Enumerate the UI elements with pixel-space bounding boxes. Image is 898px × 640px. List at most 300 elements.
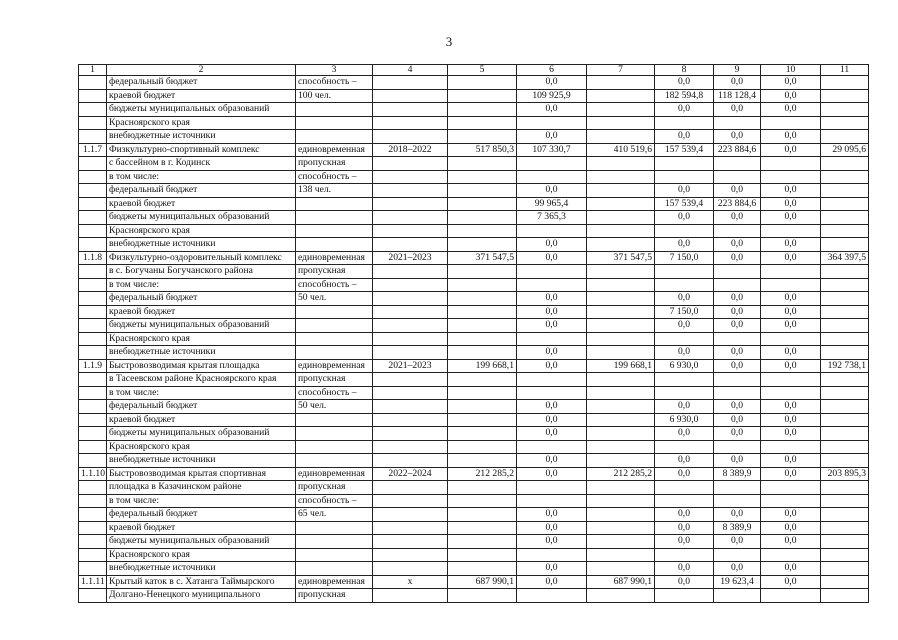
cell-c11: 364 397,5 — [821, 251, 869, 265]
cell-c7 — [587, 454, 655, 468]
cell-c9: 118 128,4 — [714, 89, 761, 103]
cell-no — [79, 535, 107, 549]
cell-no — [79, 278, 107, 292]
cell-years — [373, 238, 448, 252]
cell-c5 — [448, 130, 517, 144]
cell-c8 — [655, 589, 714, 603]
cell-c10 — [761, 386, 821, 400]
cell-c6 — [517, 170, 587, 184]
column-header-11: 11 — [821, 65, 869, 76]
table-row — [79, 467, 869, 481]
cell-c8: 0,0 — [655, 238, 714, 252]
cell-name: внебюджетные источники — [107, 562, 296, 576]
cell-c7 — [587, 589, 655, 603]
cell-spec: способность – — [296, 494, 373, 508]
cell-c10: 0,0 — [761, 508, 821, 522]
cell-no — [79, 211, 107, 225]
cell-c8: 182 594,8 — [655, 89, 714, 103]
cell-c6: 0,0 — [517, 130, 587, 144]
cell-c6 — [517, 224, 587, 238]
cell-c11 — [821, 184, 869, 198]
cell-c7 — [587, 440, 655, 454]
cell-c10: 0,0 — [761, 359, 821, 373]
cell-c6: 107 330,7 — [517, 143, 587, 157]
cell-years — [373, 89, 448, 103]
cell-years — [373, 548, 448, 562]
cell-c11 — [821, 427, 869, 441]
cell-c8 — [655, 278, 714, 292]
cell-spec — [296, 535, 373, 549]
table-row — [79, 508, 869, 522]
cell-spec — [296, 130, 373, 144]
cell-c7 — [587, 346, 655, 360]
cell-c10 — [761, 157, 821, 171]
cell-c8: 7 150,0 — [655, 305, 714, 319]
cell-c11: 203 895,3 — [821, 467, 869, 481]
cell-c5 — [448, 265, 517, 279]
cell-c11 — [821, 562, 869, 576]
cell-name: в том числе: — [107, 386, 296, 400]
cell-name: краевой бюджет — [107, 197, 296, 211]
cell-years — [373, 494, 448, 508]
cell-c7 — [587, 386, 655, 400]
cell-years — [373, 197, 448, 211]
cell-name: Физкультурно-спортивный комплекс — [107, 143, 296, 157]
cell-c10: 0,0 — [761, 130, 821, 144]
cell-spec: единовременная — [296, 143, 373, 157]
cell-c9: 223 884,6 — [714, 143, 761, 157]
cell-name: Красноярского края — [107, 224, 296, 238]
cell-no — [79, 454, 107, 468]
cell-c5: 517 850,3 — [448, 143, 517, 157]
cell-c11 — [821, 238, 869, 252]
column-header-3: 3 — [296, 65, 373, 76]
cell-c5 — [448, 319, 517, 333]
cell-c6: 0,0 — [517, 454, 587, 468]
cell-name: внебюджетные источники — [107, 238, 296, 252]
cell-c7 — [587, 157, 655, 171]
cell-c6: 109 925,9 — [517, 89, 587, 103]
cell-c6: 0,0 — [517, 575, 587, 589]
table-row — [79, 359, 869, 373]
cell-c7 — [587, 521, 655, 535]
cell-c11 — [821, 440, 869, 454]
cell-no — [79, 494, 107, 508]
cell-years — [373, 521, 448, 535]
cell-years — [373, 319, 448, 333]
cell-c11 — [821, 224, 869, 238]
cell-c8 — [655, 116, 714, 130]
cell-c5 — [448, 89, 517, 103]
cell-c11 — [821, 575, 869, 589]
cell-c5 — [448, 373, 517, 387]
cell-c10: 0,0 — [761, 400, 821, 414]
cell-c8: 0,0 — [655, 211, 714, 225]
cell-spec — [296, 224, 373, 238]
cell-c6 — [517, 157, 587, 171]
cell-spec — [296, 454, 373, 468]
cell-c7 — [587, 319, 655, 333]
cell-c10: 0,0 — [761, 184, 821, 198]
cell-c6: 0,0 — [517, 305, 587, 319]
cell-c11 — [821, 589, 869, 603]
cell-c5 — [448, 278, 517, 292]
cell-spec — [296, 332, 373, 346]
cell-c6 — [517, 116, 587, 130]
cell-c7 — [587, 548, 655, 562]
cell-c10: 0,0 — [761, 103, 821, 117]
cell-c10: 0,0 — [761, 427, 821, 441]
cell-name: в том числе: — [107, 494, 296, 508]
cell-c5 — [448, 589, 517, 603]
cell-c9 — [714, 224, 761, 238]
cell-c7 — [587, 494, 655, 508]
cell-c8: 0,0 — [655, 467, 714, 481]
cell-years — [373, 413, 448, 427]
cell-c5 — [448, 197, 517, 211]
cell-c5 — [448, 440, 517, 454]
cell-c8 — [655, 170, 714, 184]
cell-c6: 0,0 — [517, 346, 587, 360]
cell-no — [79, 400, 107, 414]
cell-c11 — [821, 130, 869, 144]
cell-years: 2018–2022 — [373, 143, 448, 157]
page-number: 3 — [445, 34, 453, 49]
cell-c11 — [821, 211, 869, 225]
column-header-2: 2 — [107, 65, 296, 76]
cell-c11 — [821, 332, 869, 346]
cell-c10 — [761, 278, 821, 292]
cell-c8: 0,0 — [655, 400, 714, 414]
cell-c7: 212 285,2 — [587, 467, 655, 481]
cell-c5 — [448, 400, 517, 414]
cell-c10 — [761, 224, 821, 238]
cell-c7 — [587, 413, 655, 427]
table-row — [79, 305, 869, 319]
table-row — [79, 562, 869, 576]
cell-c11 — [821, 319, 869, 333]
cell-spec: единовременная — [296, 467, 373, 481]
cell-name: Крытый каток в с. Хатанга Таймырского — [107, 575, 296, 589]
cell-c9: 0,0 — [714, 305, 761, 319]
header-row — [79, 65, 869, 76]
cell-c10: 0,0 — [761, 521, 821, 535]
cell-c6: 0,0 — [517, 238, 587, 252]
cell-no — [79, 332, 107, 346]
cell-years — [373, 535, 448, 549]
table-row — [79, 224, 869, 238]
cell-spec — [296, 562, 373, 576]
cell-c9 — [714, 170, 761, 184]
cell-c10 — [761, 116, 821, 130]
cell-spec: пропускная — [296, 589, 373, 603]
cell-name: внебюджетные источники — [107, 346, 296, 360]
cell-c6: 0,0 — [517, 251, 587, 265]
cell-no — [79, 76, 107, 90]
cell-spec: единовременная — [296, 575, 373, 589]
table-row — [79, 251, 869, 265]
cell-c11 — [821, 197, 869, 211]
cell-name: бюджеты муниципальных образований — [107, 427, 296, 441]
cell-c6: 0,0 — [517, 319, 587, 333]
cell-years — [373, 400, 448, 414]
cell-c8: 0,0 — [655, 319, 714, 333]
cell-no — [79, 305, 107, 319]
table-row — [79, 454, 869, 468]
cell-name: в с. Богучаны Богучанского района — [107, 265, 296, 279]
cell-c9: 0,0 — [714, 238, 761, 252]
cell-c5: 687 990,1 — [448, 575, 517, 589]
cell-c5 — [448, 76, 517, 90]
cell-c9: 0,0 — [714, 454, 761, 468]
cell-c11 — [821, 454, 869, 468]
cell-c7 — [587, 238, 655, 252]
table-row — [79, 278, 869, 292]
table-row — [79, 440, 869, 454]
cell-c11 — [821, 305, 869, 319]
cell-spec: способность – — [296, 278, 373, 292]
cell-c5: 212 285,2 — [448, 467, 517, 481]
column-header-1: 1 — [79, 65, 107, 76]
cell-c5 — [448, 103, 517, 117]
cell-spec: единовременная — [296, 251, 373, 265]
cell-c10: 0,0 — [761, 89, 821, 103]
cell-c5 — [448, 454, 517, 468]
cell-c11 — [821, 157, 869, 171]
cell-name: внебюджетные источники — [107, 454, 296, 468]
table-row — [79, 400, 869, 414]
cell-c10: 0,0 — [761, 238, 821, 252]
cell-c8: 157 539,4 — [655, 197, 714, 211]
cell-c9: 0,0 — [714, 251, 761, 265]
cell-c11 — [821, 116, 869, 130]
cell-no — [79, 157, 107, 171]
cell-c10 — [761, 440, 821, 454]
cell-c8: 0,0 — [655, 454, 714, 468]
table-row — [79, 575, 869, 589]
cell-c9 — [714, 548, 761, 562]
cell-name: Физкультурно-оздоровительный комплекс — [107, 251, 296, 265]
cell-no — [79, 89, 107, 103]
table-row — [79, 481, 869, 495]
cell-spec: пропускная — [296, 157, 373, 171]
cell-spec: способность – — [296, 386, 373, 400]
cell-c8 — [655, 224, 714, 238]
cell-c10: 0,0 — [761, 211, 821, 225]
table-row — [79, 238, 869, 252]
cell-c9: 0,0 — [714, 292, 761, 306]
cell-c10: 0,0 — [761, 319, 821, 333]
cell-c11 — [821, 413, 869, 427]
cell-c8 — [655, 332, 714, 346]
cell-c11 — [821, 278, 869, 292]
cell-c9 — [714, 589, 761, 603]
cell-c11: 192 738,1 — [821, 359, 869, 373]
cell-c9: 223 884,6 — [714, 197, 761, 211]
cell-c5 — [448, 427, 517, 441]
cell-c10: 0,0 — [761, 467, 821, 481]
cell-c10: 0,0 — [761, 346, 821, 360]
cell-spec: способность – — [296, 76, 373, 90]
cell-c10 — [761, 332, 821, 346]
cell-c5 — [448, 535, 517, 549]
cell-c5 — [448, 413, 517, 427]
cell-no — [79, 481, 107, 495]
cell-c10 — [761, 589, 821, 603]
cell-name: Красноярского края — [107, 116, 296, 130]
cell-name: краевой бюджет — [107, 521, 296, 535]
cell-c7: 687 990,1 — [587, 575, 655, 589]
cell-spec — [296, 427, 373, 441]
cell-no: 1.1.10 — [79, 467, 107, 481]
table-row — [79, 292, 869, 306]
cell-c7 — [587, 76, 655, 90]
table-row — [79, 589, 869, 603]
cell-no — [79, 440, 107, 454]
cell-c5 — [448, 211, 517, 225]
cell-c7 — [587, 184, 655, 198]
cell-years — [373, 508, 448, 522]
cell-c11 — [821, 170, 869, 184]
cell-years — [373, 386, 448, 400]
cell-c7: 199 668,1 — [587, 359, 655, 373]
cell-c7 — [587, 332, 655, 346]
cell-years — [373, 116, 448, 130]
cell-c9: 8 389,9 — [714, 467, 761, 481]
cell-years — [373, 305, 448, 319]
cell-c9 — [714, 481, 761, 495]
cell-no — [79, 116, 107, 130]
cell-c9 — [714, 332, 761, 346]
cell-c6 — [517, 332, 587, 346]
cell-years — [373, 346, 448, 360]
cell-c9: 0,0 — [714, 319, 761, 333]
cell-c6: 0,0 — [517, 521, 587, 535]
cell-c5 — [448, 238, 517, 252]
cell-c9: 0,0 — [714, 103, 761, 117]
cell-c6 — [517, 373, 587, 387]
cell-c7 — [587, 292, 655, 306]
cell-no — [79, 238, 107, 252]
table-row — [79, 535, 869, 549]
cell-years: 2022–2024 — [373, 467, 448, 481]
cell-name: краевой бюджет — [107, 89, 296, 103]
cell-c9: 0,0 — [714, 184, 761, 198]
cell-spec: единовременная — [296, 359, 373, 373]
cell-c7: 371 547,5 — [587, 251, 655, 265]
cell-c9: 8 389,9 — [714, 521, 761, 535]
cell-years — [373, 170, 448, 184]
cell-c5 — [448, 494, 517, 508]
cell-c6: 0,0 — [517, 427, 587, 441]
table-row — [79, 373, 869, 387]
cell-spec — [296, 319, 373, 333]
cell-years — [373, 440, 448, 454]
cell-c7 — [587, 535, 655, 549]
table-row — [79, 89, 869, 103]
cell-c9 — [714, 494, 761, 508]
cell-c10: 0,0 — [761, 575, 821, 589]
cell-years: 2021–2023 — [373, 359, 448, 373]
cell-c9 — [714, 373, 761, 387]
cell-name: краевой бюджет — [107, 413, 296, 427]
cell-c11 — [821, 508, 869, 522]
column-header-8: 8 — [655, 65, 714, 76]
cell-c6: 0,0 — [517, 76, 587, 90]
cell-name: площадка в Казачинском районе — [107, 481, 296, 495]
cell-name: краевой бюджет — [107, 305, 296, 319]
column-header-7: 7 — [587, 65, 655, 76]
cell-years — [373, 103, 448, 117]
cell-c9: 19 623,4 — [714, 575, 761, 589]
cell-years — [373, 562, 448, 576]
cell-c10 — [761, 494, 821, 508]
table-row — [79, 346, 869, 360]
cell-name: Долгано-Ненецкого муниципального — [107, 589, 296, 603]
table-body — [79, 76, 869, 603]
cell-years — [373, 589, 448, 603]
cell-c6: 0,0 — [517, 562, 587, 576]
cell-c10: 0,0 — [761, 535, 821, 549]
cell-no — [79, 346, 107, 360]
cell-c9: 0,0 — [714, 427, 761, 441]
cell-spec: пропускная — [296, 373, 373, 387]
cell-c8: 0,0 — [655, 508, 714, 522]
cell-name: Красноярского края — [107, 332, 296, 346]
cell-c9 — [714, 157, 761, 171]
table-row — [79, 386, 869, 400]
cell-c8 — [655, 386, 714, 400]
cell-c9: 0,0 — [714, 359, 761, 373]
cell-c11: 29 095,6 — [821, 143, 869, 157]
cell-c7 — [587, 508, 655, 522]
cell-years — [373, 184, 448, 198]
cell-c5 — [448, 292, 517, 306]
cell-years — [373, 481, 448, 495]
cell-spec — [296, 116, 373, 130]
cell-years — [373, 224, 448, 238]
cell-c8: 6 930,0 — [655, 413, 714, 427]
cell-c11 — [821, 386, 869, 400]
cell-no — [79, 197, 107, 211]
cell-c5 — [448, 170, 517, 184]
cell-c9 — [714, 278, 761, 292]
cell-c8 — [655, 265, 714, 279]
cell-c6 — [517, 265, 587, 279]
cell-c9: 0,0 — [714, 562, 761, 576]
cell-c10: 0,0 — [761, 292, 821, 306]
cell-c8: 0,0 — [655, 184, 714, 198]
cell-c5 — [448, 305, 517, 319]
cell-no — [79, 184, 107, 198]
cell-no — [79, 562, 107, 576]
cell-c11 — [821, 373, 869, 387]
column-header-6: 6 — [517, 65, 587, 76]
cell-spec — [296, 548, 373, 562]
table-row — [79, 103, 869, 117]
cell-spec — [296, 305, 373, 319]
cell-years — [373, 278, 448, 292]
cell-name: федеральный бюджет — [107, 508, 296, 522]
cell-c5 — [448, 346, 517, 360]
cell-spec: 65 чел. — [296, 508, 373, 522]
cell-c6 — [517, 386, 587, 400]
cell-years — [373, 265, 448, 279]
cell-no — [79, 589, 107, 603]
cell-years: 2021–2023 — [373, 251, 448, 265]
cell-c11 — [821, 535, 869, 549]
cell-c8 — [655, 494, 714, 508]
